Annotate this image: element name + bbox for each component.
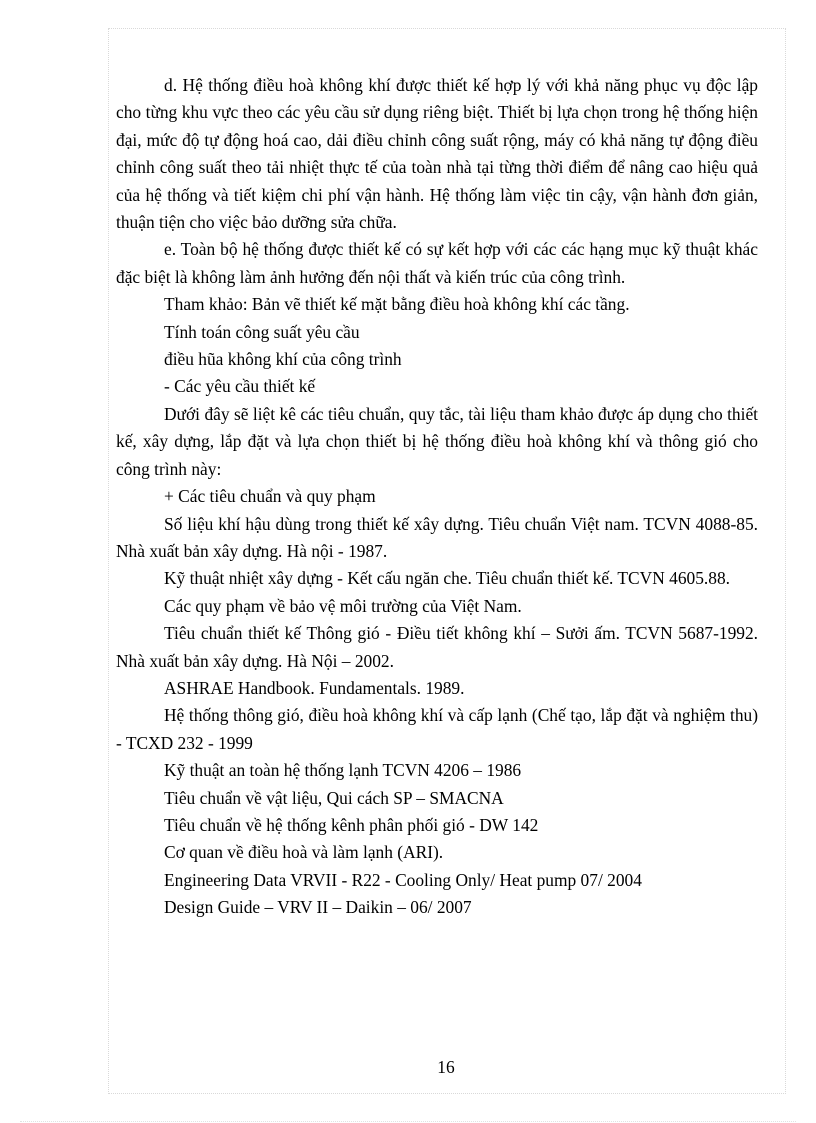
standard-item: Engineering Data VRVII - R22 - Cooling Only/ Heat pump 07/ 2004: [164, 869, 642, 890]
standard-item: Cơ quan về điều hoà và làm lạnh (ARI).: [164, 842, 444, 863]
paragraph-standards-intro: Dưới đây sẽ liệt kê các tiêu chuẩn, quy tắc, tài liệu tham khảo được áp dụng cho thiết kế, xây dựng, lắp đặt và lựa chọn thiết bị hệ thống điều hoà không khí và thông gió cho công trình này:: [116, 403, 758, 479]
paragraph-hvac-design-e: e. Toàn bộ hệ thống được thiết kế có sự kết hợp với các các hạng mục kỹ thuật khác đặc biệt là không làm ảnh hưởng đến nội thất và kiến trúc của công trình.: [116, 239, 758, 287]
standard-item: Số liệu khí hậu dùng trong thiết kế xây dựng. Tiêu chuẩn Việt nam. TCVN 4088-85. Nhà xuất bản xây dựng. Hà nội - 1987.: [116, 513, 758, 561]
standard-item: ASHRAE Handbook. Fundamentals. 1989.: [164, 677, 465, 698]
page-number: 16: [437, 1057, 455, 1077]
subheading-standards: + Các tiêu chuẩn và quy phạm: [164, 486, 376, 507]
subheading-design-requirements: - Các yêu cầu thiết kế: [164, 376, 316, 397]
standard-item: Kỹ thuật an toàn hệ thống lạnh TCVN 4206 – 1986: [164, 760, 522, 781]
paragraph-hvac-design-d: d. Hệ thống điều hoà không khí được thiết kế hợp lý với khả năng phục vụ độc lập cho từng khu vực theo các yêu cầu sử dụng riêng biệt. Thiết bị lựa chọn trong hệ thống hiện đại, mức độ tự động hoá cao, dải điều chỉnh công suất rộng, máy có khả năng tự động điều chỉnh công suất theo tải nhiệt thực tế của toàn nhà tại từng thời điểm để nâng cao hiệu quả của hệ thống và tiết kiệm chi phí vận hành. Hệ thống làm việc tin cậy, vận hành đơn giản, thuận tiện cho việc bảo dưỡng sửa chữa.: [116, 75, 758, 233]
standard-item: Kỹ thuật nhiệt xây dựng - Kết cấu ngăn che. Tiêu chuẩn thiết kế. TCVN 4605.88.: [164, 568, 730, 589]
standard-item: Tiêu chuẩn thiết kế Thông gió - Điều tiết không khí – Sưởi ấm. TCVN 5687-1992. Nhà xuất bản xây dựng. Hà Nội – 2002.: [116, 623, 758, 671]
page-bottom-divider: [20, 1121, 796, 1122]
standard-item: Tiêu chuẩn về hệ thống kênh phân phối gió - DW 142: [164, 814, 539, 835]
standard-item: Hệ thống thông gió, điều hoà không khí và cấp lạnh (Chế tạo, lắp đặt và nghiệm thu) - TCXD 232 - 1999: [116, 705, 758, 753]
standard-item: Tiêu chuẩn về vật liệu, Qui cách SP – SMACNA: [164, 787, 504, 808]
reference-drawing-note: Tham khảo: Bản vẽ thiết kế mặt bằng điều hoà không khí các tầng.: [164, 294, 630, 315]
section-heading-air-conditioning: điều hũa không khí của công trình: [164, 349, 402, 370]
section-heading-capacity: Tính toán công suất yêu cầu: [164, 321, 360, 342]
standard-item: Các quy phạm về bảo vệ môi trường của Việt Nam.: [164, 595, 522, 616]
document-body: [116, 72, 758, 922]
standard-item: Design Guide – VRV II – Daikin – 06/ 2007: [164, 897, 472, 918]
